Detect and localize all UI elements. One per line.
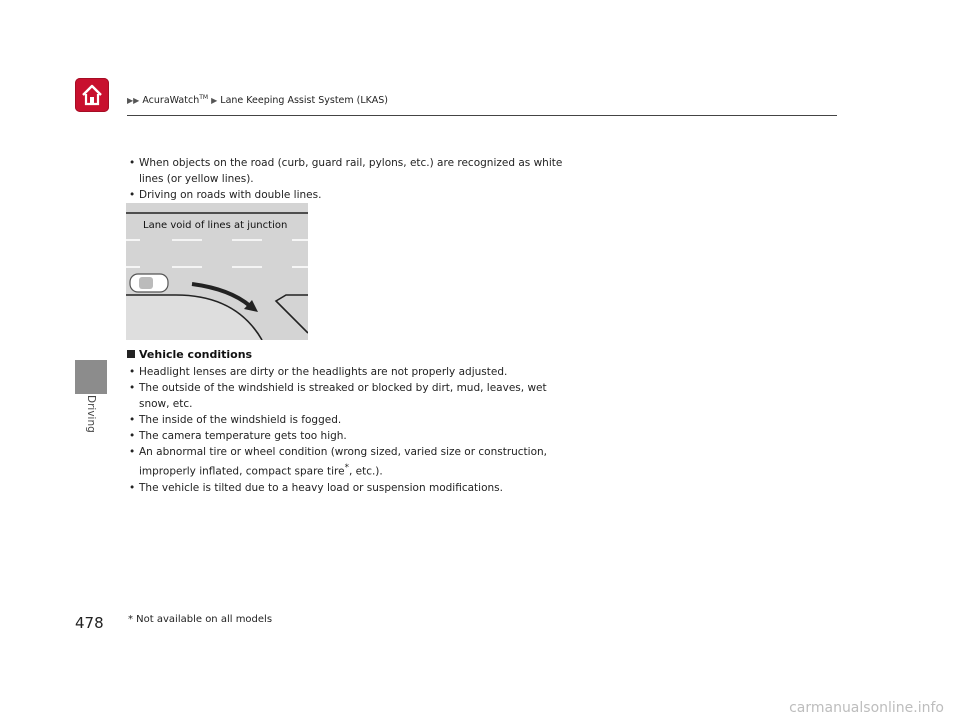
- vehicle-conditions-list: [127, 364, 547, 496]
- breadcrumb-arrow-icon: ▶: [211, 96, 218, 106]
- breadcrumb: [127, 94, 388, 106]
- sidebar-label: Driving: [85, 395, 97, 433]
- sidebar-tab: [75, 360, 107, 394]
- header-divider: [127, 115, 837, 116]
- section-heading: Vehicle conditions: [127, 348, 252, 361]
- list-item: • The outside of the windshield is streaked or blocked by dirt, mud, leaves, wet snow, etc.: [127, 380, 547, 412]
- list-item: • Headlight lenses are dirty or the headlights are not properly adjusted.: [127, 364, 547, 380]
- breadcrumb-arrow-icon: ▶▶: [127, 96, 140, 106]
- watermark: carmanualsonline.info: [789, 700, 944, 716]
- home-button[interactable]: [75, 78, 109, 112]
- car-icon: [130, 274, 168, 292]
- square-bullet-icon: [127, 350, 135, 358]
- footnote-marker[interactable]: *: [344, 463, 349, 473]
- figure-label: Lane void of lines at junction: [143, 220, 288, 231]
- breadcrumb-acurawatch[interactable]: AcuraWatch™: [142, 94, 209, 107]
- list-item: • The vehicle is tilted due to a heavy load or suspension modifications.: [127, 480, 547, 496]
- list-item: • Driving on roads with double lines.: [127, 187, 562, 203]
- list-item: • An abnormal tire or wheel condition (wrong sized, varied size or construction, improperly inflated, compact spare tire*, etc.).: [127, 444, 547, 480]
- footnote: * Not available on all models: [128, 614, 273, 625]
- list-item: • When objects on the road (curb, guard rail, pylons, etc.) are recognized as white lines (or yellow lines).: [127, 155, 562, 187]
- page-number: 478: [75, 614, 104, 632]
- list-item: • The camera temperature gets too high.: [127, 428, 547, 444]
- home-icon: [79, 82, 105, 108]
- conditions-list: [127, 155, 562, 203]
- list-item: • The inside of the windshield is fogged.: [127, 412, 547, 428]
- breadcrumb-lkas: Lane Keeping Assist System (LKAS): [220, 95, 388, 107]
